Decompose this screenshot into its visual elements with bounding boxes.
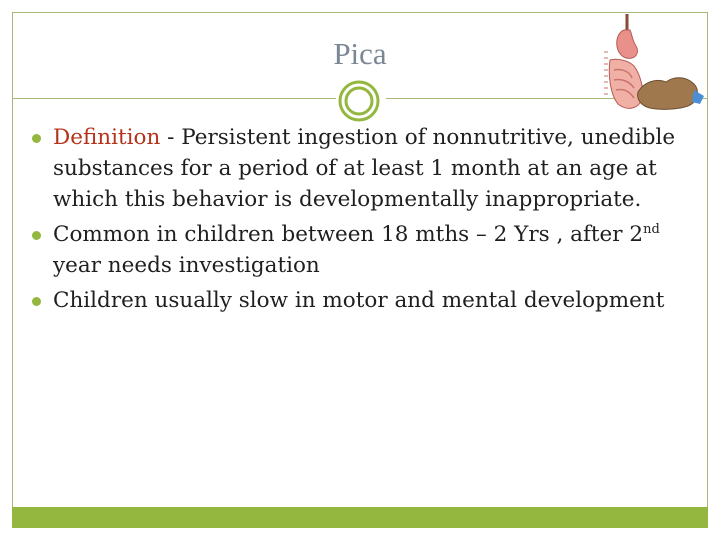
- slide-title: Pica: [333, 36, 387, 71]
- development-text: Children usually slow in motor and mental development: [53, 288, 665, 313]
- bullet-development: [32, 285, 692, 316]
- bullet-dot-icon: [32, 231, 41, 240]
- age-range-text: Common in children between 18 mths – 2 Yrs , after 2: [53, 222, 644, 247]
- title-divider-left: [12, 98, 336, 99]
- bullet-dot-icon: [32, 297, 41, 306]
- footer-bar: [12, 507, 708, 528]
- definition-text: - Persistent ingestion of nonnutritive, unedible substances for a period of at least 1 month at an age at which this behavior is developmentally inappropriate.: [53, 125, 676, 212]
- bullet-dot-icon: [32, 134, 41, 143]
- definition-label: Definition: [53, 125, 161, 150]
- bullet-definition: [32, 122, 692, 215]
- green-ring-icon: [337, 79, 381, 123]
- bullet-age-range: [32, 219, 692, 281]
- age-range-text-end: year needs investigation: [53, 253, 320, 278]
- bullet-list: [32, 122, 692, 320]
- digestive-system-illustration: [600, 12, 708, 112]
- ordinal-suffix: nd: [643, 222, 660, 237]
